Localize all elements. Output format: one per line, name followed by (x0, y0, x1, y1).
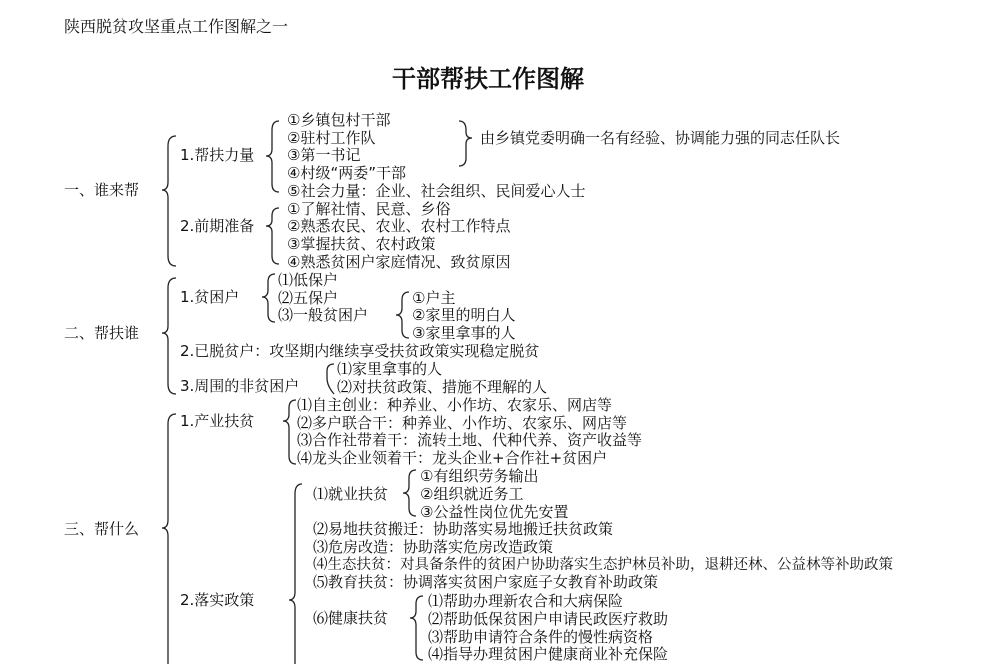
section-label: 二、帮扶谁 (64, 324, 140, 342)
list-item: ⑵多户联合干：种养业、小作坊、农家乐、网店等 (297, 414, 628, 432)
group-label: 2.落实政策 (180, 591, 255, 609)
list-item: ⑷龙头企业领着干：龙头企业+合作社+贫困户 (297, 449, 608, 467)
list-item: ③公益性岗位优先安置 (420, 503, 569, 521)
list-item: ②家里的明白人 (412, 306, 516, 324)
section-label: 一、谁来帮 (64, 181, 140, 199)
note: 由乡镇党委明确一名有经验、协调能力强的同志任队长 (480, 129, 841, 147)
group-label: 1.产业扶贫 (180, 412, 255, 430)
group-label: 1.贫困户 (180, 288, 240, 306)
list-item: ①户主 (412, 289, 456, 307)
list-item: ⑷指导办理贫困户健康商业补充保险 (428, 645, 669, 663)
page-title: 干部帮扶工作图解 (392, 65, 584, 93)
list-item: ②组织就近务工 (420, 485, 524, 503)
list-item: ⑴家里拿事的人 (337, 360, 443, 378)
group-label: 3.周围的非贫困户 (180, 377, 300, 395)
list-item: ⑶帮助申请符合条件的慢性病资格 (428, 628, 654, 646)
list-item: ④村级“两委”干部 (287, 164, 406, 182)
list-item: ⑵对扶贫政策、措施不理解的人 (337, 378, 548, 396)
list-item: ③第一书记 (287, 146, 361, 164)
list-item: ⑶一般贫困户 (278, 306, 369, 324)
list-item: ⑤社会力量：企业、社会组织、民间爱心人士 (287, 182, 586, 200)
list-item: ⑴帮助办理新农合和大病保险 (428, 592, 624, 610)
group-label: 1.帮扶力量 (180, 146, 255, 164)
list-item: ①乡镇包村干部 (287, 111, 391, 129)
list-item: ⑵帮助低保贫困户申请民政医疗救助 (428, 610, 669, 628)
list-item: ⑴自主创业：种养业、小作坊、农家乐、网店等 (297, 396, 613, 414)
list-item: ⑴低保户 (278, 271, 339, 289)
list-item: ①有组织劳务输出 (420, 467, 539, 485)
list-item: ④熟悉贫困户家庭情况、致贫原因 (287, 253, 511, 271)
list-item: ⑶危房改造：协助落实危房改造政策 (313, 538, 554, 556)
section-label: 三、帮什么 (64, 520, 140, 538)
list-item: ⑶合作社带着干：流转土地、代种代养、资产收益等 (297, 431, 643, 449)
list-item: ⑵五保户 (278, 289, 339, 307)
list-item: ②熟悉农民、农业、农村工作特点 (287, 217, 511, 235)
group-label: ⑹健康扶贫 (313, 609, 389, 627)
list-item: ⑷生态扶贫：对具备条件的贫困户协助落实生态护林员补助，退耕还林、公益林等补助政策 (313, 557, 893, 573)
list-item: ③家里拿事的人 (412, 324, 516, 342)
group-label: 2.前期准备 (180, 217, 255, 235)
list-item: ⑵易地扶贫搬迁：协助落实易地搬迁扶贫政策 (313, 520, 614, 538)
list-item: ③掌握扶贫、农村政策 (287, 235, 436, 253)
list-item: ②驻村工作队 (287, 129, 376, 147)
group-label: 2.已脱贫户：攻坚期内继续享受扶贫政策实现稳定脱贫 (180, 342, 540, 360)
page-header: 陕西脱贫攻坚重点工作图解之一 (64, 17, 289, 36)
list-item: ①了解社情、民意、乡俗 (287, 200, 451, 218)
group-label: ⑴就业扶贫 (313, 485, 389, 503)
list-item: ⑸教育扶贫：协调落实贫困户家庭子女教育补助政策 (313, 573, 659, 591)
